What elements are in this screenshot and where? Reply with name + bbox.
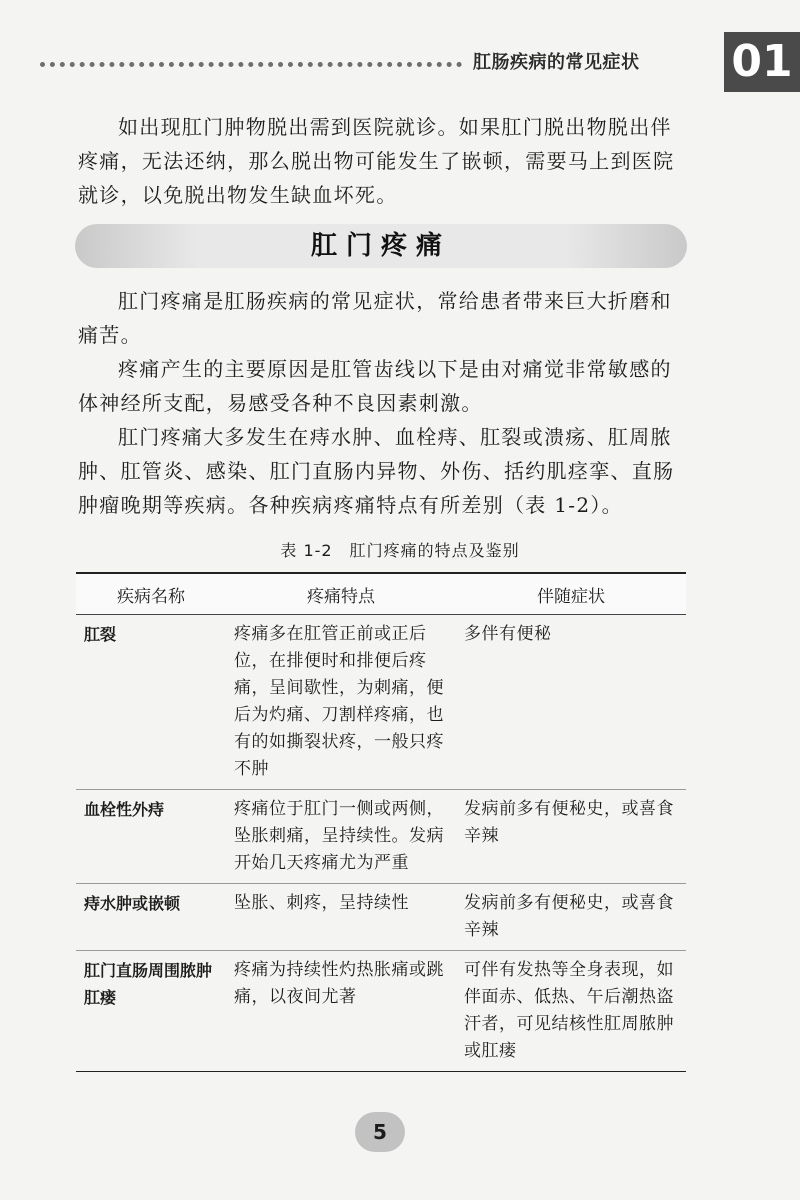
intro-paragraph: 如出现肛门肿物脱出需到医院就诊。如果肛门脱出物脱出伴疼痛，无法还纳，那么脱出物可能发生了嵌顿，需要马上到医院就诊，以免脱出物发生缺血坏死。 [78, 115, 675, 207]
pain-feature: 坠胀、刺疼，呈持续性 [226, 884, 456, 951]
chapter-title: 肛肠疾病的常见症状 [473, 52, 640, 73]
accompanying-symptom: 发病前多有便秘史，或喜食辛辣 [456, 790, 686, 884]
header-divider [40, 62, 462, 67]
section-paragraph-3: 肛门疼痛大多发生在痔水肿、血栓痔、肛裂或溃疡、肛周脓肿、肛管炎、感染、肛门直肠内异物、外伤、括约肌痉挛、直肠肿瘤晚期等疾病。各种疾病疼痛特点有所差别（表 1-2）。 [78, 425, 675, 517]
disease-name: 肛裂 [76, 615, 226, 790]
column-header-disease: 疾病名称 [76, 573, 226, 615]
accompanying-symptom: 发病前多有便秘史，或喜食辛辣 [456, 884, 686, 951]
pain-feature: 疼痛为持续性灼热胀痛或跳痛，以夜间尤著 [226, 951, 456, 1072]
disease-name: 痔水肿或嵌顿 [76, 884, 226, 951]
chapter-number-badge: 01 [724, 32, 800, 92]
table-row [76, 790, 686, 884]
pain-characteristics-table [76, 572, 686, 1072]
table-header-row [76, 573, 686, 615]
disease-name: 血栓性外痔 [76, 790, 226, 884]
accompanying-symptom: 多伴有便秘 [456, 615, 686, 790]
section-paragraph-2: 疼痛产生的主要原因是肛管齿线以下是由对痛觉非常敏感的体神经所支配，易感受各种不良因素刺激。 [78, 357, 672, 415]
pain-feature: 疼痛位于肛门一侧或两侧，坠胀刺痛，呈持续性。发病开始几天疼痛尤为严重 [226, 790, 456, 884]
column-header-accompanying: 伴随症状 [456, 573, 686, 615]
table-row [76, 615, 686, 790]
table-row [76, 951, 686, 1072]
section-paragraph-1: 肛门疼痛是肛肠疾病的常见症状，常给患者带来巨大折磨和痛苦。 [78, 289, 672, 347]
disease-name: 肛门直肠周围脓肿 肛瘘 [76, 951, 226, 1072]
page-number: 5 [355, 1112, 405, 1152]
table-row [76, 884, 686, 951]
accompanying-symptom: 可伴有发热等全身表现，如伴面赤、低热、午后潮热盗汗者，可见结核性肛周脓肿或肛瘘 [456, 951, 686, 1072]
section-title: 肛门疼痛 [310, 231, 451, 261]
table-caption: 表 1-2 肛门疼痛的特点及鉴别 [280, 541, 520, 560]
pain-feature: 疼痛多在肛管正前或正后位，在排便时和排便后疼痛，呈间歇性，为刺痛，便后为灼痛、刀割样疼痛，也有的如撕裂状疼，一般只疼不肿 [226, 615, 456, 790]
column-header-pain-feature: 疼痛特点 [226, 573, 456, 615]
